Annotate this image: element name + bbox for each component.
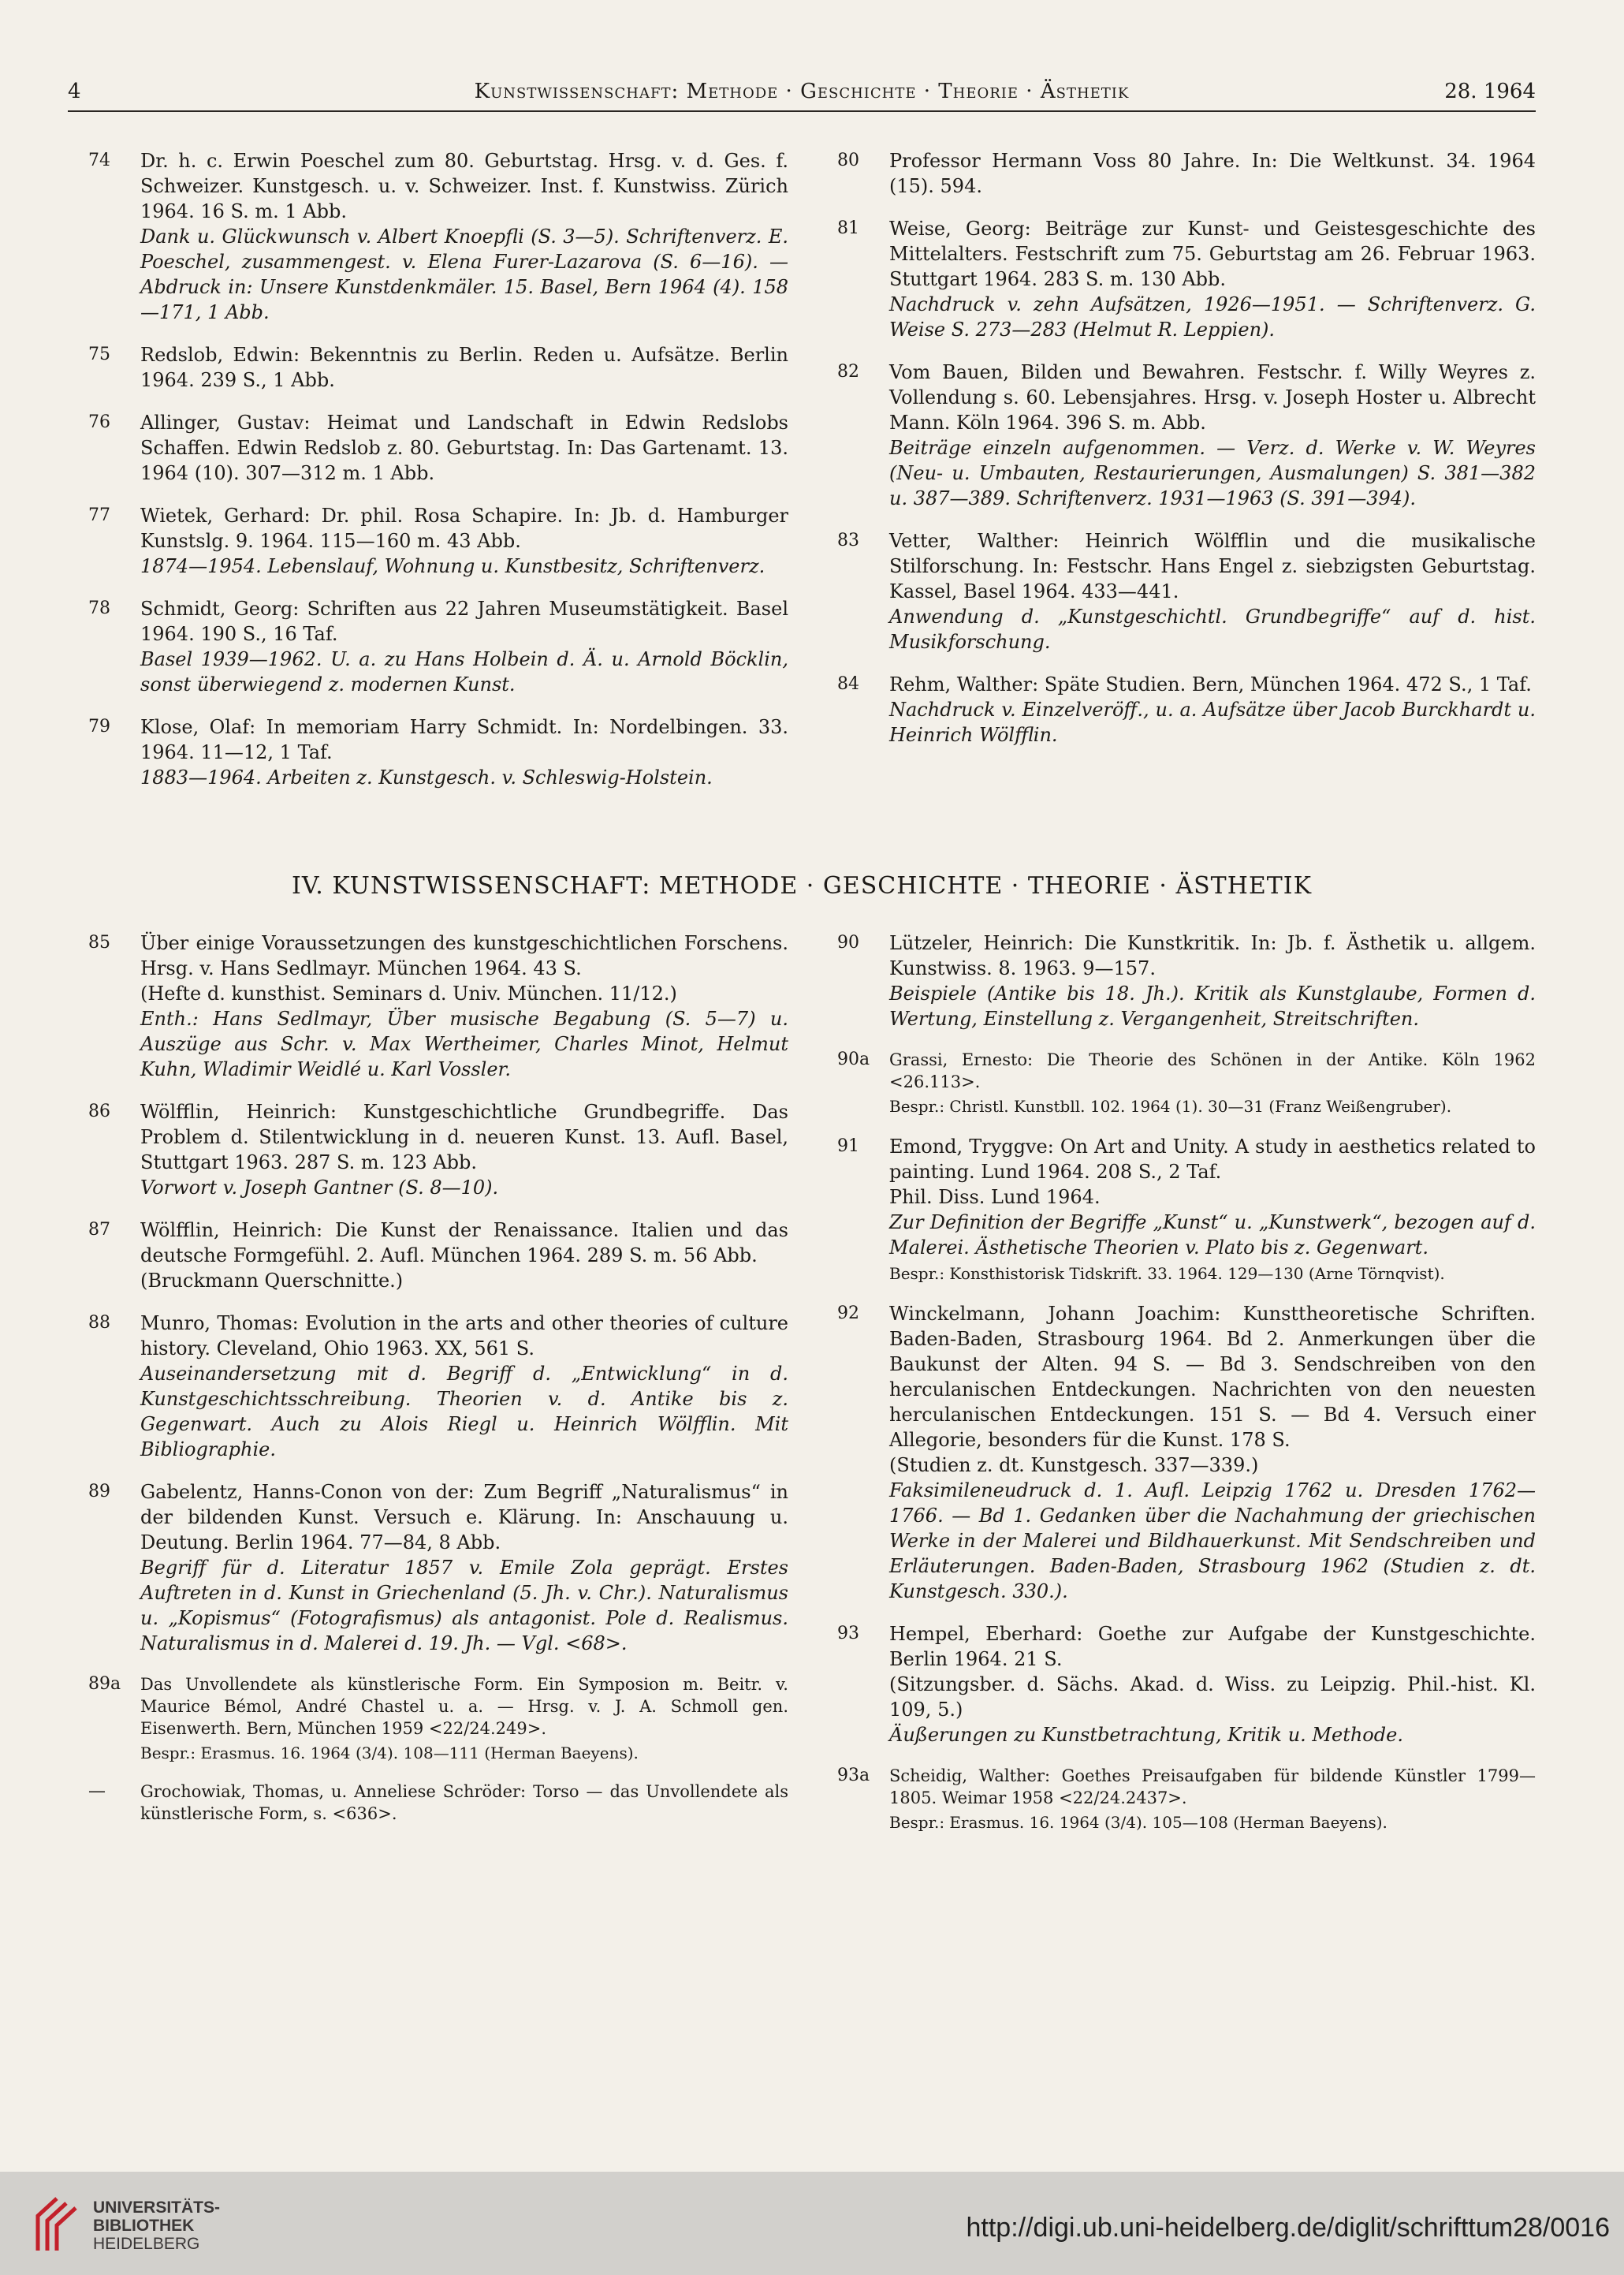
- column-bottom-left: [88, 931, 788, 1842]
- entry-annotation: 1883—1964. Arbeiten z. Kunstgesch. v. Schleswig-Holstein.: [140, 766, 713, 789]
- entry-number: 76: [88, 412, 110, 432]
- entry-annotation: Vorwort v. Joseph Gantner (S. 8—10).: [140, 1177, 499, 1199]
- bib-entry: [837, 528, 1536, 655]
- entry-review: Bespr.: Christl. Kunstbll. 102. 1964 (1). 30—31 (Franz Weißengruber).: [889, 1097, 1452, 1116]
- entry-text: Phil. Diss. Lund 1964.: [889, 1186, 1101, 1208]
- bib-entry: [88, 148, 788, 325]
- column-top-right: [837, 148, 1536, 765]
- bib-entry: [88, 410, 788, 486]
- entry-number: 93: [837, 1624, 859, 1643]
- entry-text: Das Unvollendete als künstlerische Form. Ein Symposion m. Beitr. v. Maurice Bémol, André Chastel u. a. — Hrsg. v. J. A. Schmoll gen. Eisenwerth. Bern, München 1959 <22/24.249>.: [140, 1675, 788, 1738]
- entry-annotation: Faksimileneudruck d. 1. Aufl. Leipzig 1762 u. Dresden 1762—1766. — Bd 1. Gedanken über die Nachahmung der griechischen Werke in der Malerei und Bildhauerkunst. Mit Sendschreiben und Erläuterungen. Baden-Baden, Strasbourg 1962 (Studien z. dt. Kunstgesch. 330.).: [889, 1479, 1536, 1602]
- entry-number: 75: [88, 345, 110, 364]
- bib-entry: [88, 1218, 788, 1293]
- section-heading: IV. KUNSTWISSENSCHAFT: METHODE · GESCHICHTE · THEORIE · ÄSTHETIK: [291, 872, 1313, 900]
- bib-entry: [837, 1134, 1536, 1284]
- bib-entry: [837, 1301, 1536, 1604]
- page-number: 4: [68, 80, 81, 103]
- entry-text: Grochowiak, Thomas, u. Anneliese Schröder: Torso — das Unvollendete als künstlerische Form, s. <636>.: [140, 1782, 788, 1823]
- bib-entry: [88, 596, 788, 697]
- entry-annotation: Beispiele (Antike bis 18. Jh.). Kritik als Kunstglaube, Formen d. Wertung, Einstellung z. Vergangenheit, Streitschriften.: [889, 983, 1536, 1030]
- bib-entry: [88, 1781, 788, 1825]
- bib-entry: [88, 342, 788, 393]
- entry-text: Vom Bauen, Bilden und Bewahren. Festschr. f. Willy Weyres z. Vollendung s. 60. Lebensjahres. Hrsg. v. Joseph Hoster u. Albrecht Mann. Köln 1964. 396 S. m. Abb.: [889, 361, 1536, 434]
- entry-text: Munro, Thomas: Evolution in the arts and other theories of culture history. Cleveland, Ohio 1963. XX, 561 S.: [140, 1312, 788, 1359]
- entry-text: Allinger, Gustav: Heimat und Landschaft in Edwin Redslobs Schaffen. Edwin Redslob z. 80. Geburtstag. In: Das Gartenamt. 13. 1964 (10). 307—312 m. 1 Abb.: [140, 412, 788, 484]
- entry-text: Hempel, Eberhard: Goethe zur Aufgabe der Kunstgeschichte. Berlin 1964. 21 S.: [889, 1623, 1536, 1670]
- entry-annotation: Äußerungen zu Kunstbetrachtung, Kritik u. Methode.: [889, 1724, 1403, 1746]
- entry-number: 93a: [837, 1766, 870, 1785]
- bib-entry: [837, 148, 1536, 199]
- entry-text: Klose, Olaf: In memoriam Harry Schmidt. In: Nordelbingen. 33. 1964. 11—12, 1 Taf.: [140, 716, 788, 763]
- bib-entry: [88, 1479, 788, 1656]
- entry-text: Lützeler, Heinrich: Die Kunstkritik. In: Jb. f. Ästhetik u. allgem. Kunstwiss. 8. 1963. 9—157.: [889, 932, 1536, 979]
- entry-annotation: Beiträge einzeln aufgenommen. — Verz. d. Werke v. W. Weyres (Neu- u. Umbauten, Restaurierungen, Ausmalungen) S. 381—382 u. 387—389. Schriftenverz. 1931—1963 (S. 391—394).: [889, 437, 1536, 509]
- source-url-link[interactable]: http://digi.ub.uni-heidelberg.de/diglit/schrifttum28/0016: [966, 2213, 1610, 2243]
- entry-text: Redslob, Edwin: Bekenntnis zu Berlin. Reden u. Aufsätze. Berlin 1964. 239 S., 1 Abb.: [140, 344, 788, 391]
- entry-text: Grassi, Ernesto: Die Theorie des Schönen in der Antike. Köln 1962 <26.113>.: [889, 1050, 1536, 1091]
- entry-text: Schmidt, Georg: Schriften aus 22 Jahren Museumstätigkeit. Basel 1964. 190 S., 16 Taf.: [140, 598, 788, 645]
- entry-number: 78: [88, 599, 110, 618]
- volume-year: 28. 1964: [1444, 80, 1536, 103]
- entry-review: Bespr.: Konsthistorisk Tidskrift. 33. 1964. 129—130 (Arne Törnqvist).: [889, 1264, 1445, 1283]
- entry-annotation: Zur Definition der Begriffe „Kunst“ u. „Kunstwerk“, bezogen auf d. Malerei. Ästhetische Theorien v. Plato bis z. Gegenwart.: [889, 1211, 1536, 1259]
- entry-text: (Studien z. dt. Kunstgesch. 337—339.): [889, 1454, 1259, 1476]
- bib-entry: [837, 1765, 1536, 1833]
- entry-annotation: Basel 1939—1962. U. a. zu Hans Holbein d. Ä. u. Arnold Böcklin, sonst überwiegend z. modernen Kunst.: [140, 648, 788, 696]
- entry-number: 90: [837, 933, 859, 953]
- entry-text: Winckelmann, Johann Joachim: Kunsttheoretische Schriften. Baden-Baden, Strasbourg 1964. Bd 2. Anmerkungen über die Baukunst der Alten. 94 S. — Bd 3. Sendschreiben von den herculanischen Entdeckungen. Nachrichten von den neuesten herculanischen Entdeckungen. 151 S. — Bd 4. Versuch einer Allegorie, besonders für die Kunst. 178 S.: [889, 1303, 1536, 1451]
- library-logo-icon: [30, 2192, 85, 2255]
- entry-text: Gabelentz, Hanns-Conon von der: Zum Begriff „Naturalismus“ in der bildenden Kunst. Versuch e. Klärung. In: Anschauung u. Deutung. Berlin 1964. 77—84, 8 Abb.: [140, 1481, 788, 1553]
- bib-entry: [837, 931, 1536, 1031]
- bib-entry: [837, 1049, 1536, 1117]
- entry-annotation: Begriff für d. Literatur 1857 v. Emile Zola geprägt. Erstes Auftreten in d. Kunst in Griechenland (5. Jh. v. Chr.). Naturalismus u. „Kopismus“ (Fotografismus) als antagonist. Pole d. Realismus. Naturalismus in d. Malerei d. 19. Jh. — Vgl. <68>.: [140, 1557, 788, 1654]
- entry-review: Bespr.: Erasmus. 16. 1964 (3/4). 105—108 (Herman Baeyens).: [889, 1813, 1387, 1832]
- entry-text: Wölfflin, Heinrich: Kunstgeschichtliche Grundbegriffe. Das Problem d. Stilentwicklung in d. neueren Kunst. 13. Aufl. Basel, Stuttgart 1963. 287 S. m. 123 Abb.: [140, 1101, 788, 1173]
- entry-number: 79: [88, 717, 110, 737]
- column-bottom-right: [837, 931, 1536, 1850]
- entry-number: 74: [88, 151, 110, 170]
- bib-entry: [88, 503, 788, 579]
- entry-text: Professor Hermann Voss 80 Jahre. In: Die Weltkunst. 34. 1964 (15). 594.: [889, 150, 1536, 197]
- entry-text: Scheidig, Walther: Goethes Preisaufgaben für bildende Künstler 1799—1805. Weimar 1958 <22/24.2437>.: [889, 1766, 1536, 1807]
- page-header: [68, 76, 1536, 110]
- entry-annotation: 1874—1954. Lebenslauf, Wohnung u. Kunstbesitz, Schriftenverz.: [140, 555, 765, 577]
- bib-entry: [88, 931, 788, 1082]
- entry-review: Bespr.: Erasmus. 16. 1964 (3/4). 108—111 (Herman Baeyens).: [140, 1744, 639, 1762]
- entry-annotation: Nachdruck v. zehn Aufsätzen, 1926—1951. — Schriftenverz. G. Weise S. 273—283 (Helmut R. Leppien).: [889, 293, 1536, 341]
- entry-text: Wölfflin, Heinrich: Die Kunst der Renaissance. Italien und das deutsche Formgefühl. 2. Aufl. München 1964. 289 S. m. 56 Abb.: [140, 1219, 788, 1266]
- entry-annotation: Dank u. Glückwunsch v. Albert Knoepfli (S. 3—5). Schriftenverz. E. Poeschel, zusammengest. v. Elena Furer-Lazarova (S. 6—16). — Abdruck in: Unsere Kunstdenkmäler. 15. Basel, Bern 1964 (4). 158—171, 1 Abb.: [140, 226, 788, 323]
- entry-number: 83: [837, 531, 859, 550]
- entry-number: 86: [88, 1102, 110, 1121]
- entry-text: Vetter, Walther: Heinrich Wölfflin und die musikalische Stilforschung. In: Festschr. Hans Engel z. siebzigsten Geburtstag. Kassel, Basel 1964. 433—441.: [889, 530, 1536, 602]
- entry-annotation: Auseinandersetzung mit d. Begriff d. „Entwicklung“ in d. Kunstgeschichtsschreibung. Theorien v. d. Antike bis z. Gegenwart. Auch zu Alois Riegl u. Heinrich Wölfflin. Mit Bibliographie.: [140, 1363, 788, 1460]
- entry-number: 80: [837, 151, 859, 170]
- entry-text: Wietek, Gerhard: Dr. phil. Rosa Schapire. In: Jb. d. Hamburger Kunstslg. 9. 1964. 115—160 m. 43 Abb.: [140, 505, 788, 552]
- entry-text: (Bruckmann Querschnitte.): [140, 1270, 404, 1292]
- entry-text: Emond, Tryggve: On Art and Unity. A study in aesthetics related to painting. Lund 1964. 208 S., 2 Taf.: [889, 1136, 1536, 1183]
- entry-text: (Hefte d. kunsthist. Seminars d. Univ. München. 11/12.): [140, 983, 677, 1005]
- running-title: Kunstwissenschaft: Methode · Geschichte · Theorie · Ästhetik: [474, 80, 1130, 103]
- bib-entry: [88, 1099, 788, 1200]
- library-name: UNIVERSITÄTS- BIBLIOTHEK HEIDELBERG: [93, 2199, 221, 2253]
- entry-number: 85: [88, 933, 110, 953]
- entry-number: 90a: [837, 1050, 870, 1069]
- entry-number: 91: [837, 1136, 859, 1156]
- entry-number: 81: [837, 218, 859, 238]
- footer-bar: [0, 2172, 1624, 2275]
- column-top-left: [88, 148, 788, 807]
- entry-annotation: Anwendung d. „Kunstgeschichtl. Grundbegriffe“ auf d. hist. Musikforschung.: [889, 606, 1536, 653]
- entry-text: (Sitzungsber. d. Sächs. Akad. d. Wiss. zu Leipzig. Phil.-hist. Kl. 109, 5.): [889, 1673, 1536, 1721]
- entry-text: Weise, Georg: Beiträge zur Kunst- und Geistesgeschichte des Mittelalters. Festschrift zum 75. Geburtstag am 26. Februar 1963. Stuttgart 1964. 283 S. m. 130 Abb.: [889, 218, 1536, 290]
- bib-entry: [88, 1673, 788, 1763]
- entry-number: —: [88, 1781, 106, 1801]
- entry-text: Dr. h. c. Erwin Poeschel zum 80. Geburtstag. Hrsg. v. d. Ges. f. Schweizer. Kunstgesch. u. v. Schweizer. Inst. f. Kunstwiss. Zürich 1964. 16 S. m. 1 Abb.: [140, 150, 788, 222]
- entry-annotation: Nachdruck v. Einzelveröff., u. a. Aufsätze über Jacob Burckhardt u. Heinrich Wölfflin.: [889, 699, 1536, 746]
- entry-number: 82: [837, 362, 859, 382]
- bib-entry: [837, 360, 1536, 511]
- entry-number: 89a: [88, 1674, 121, 1694]
- entry-number: 77: [88, 505, 110, 525]
- entry-number: 89: [88, 1482, 110, 1501]
- entry-annotation: Enth.: Hans Sedlmayr, Über musische Begabung (S. 5—7) u. Auszüge aus Schr. v. Max Wertheimer, Charles Minot, Helmut Kuhn, Wladimir Weidlé u. Karl Vossler.: [140, 1008, 788, 1080]
- entry-number: 84: [837, 674, 859, 694]
- entry-number: 88: [88, 1313, 110, 1333]
- entry-text: Über einige Voraussetzungen des kunstgeschichtlichen Forschens. Hrsg. v. Hans Sedlmayr. München 1964. 43 S.: [140, 932, 788, 979]
- header-rule: [68, 110, 1536, 112]
- bib-entry: [88, 714, 788, 790]
- bib-entry: [88, 1311, 788, 1462]
- bib-entry: [837, 672, 1536, 748]
- bib-entry: [837, 216, 1536, 342]
- entry-number: 87: [88, 1220, 110, 1240]
- entry-text: Rehm, Walther: Späte Studien. Bern, München 1964. 472 S., 1 Taf.: [889, 673, 1532, 696]
- bib-entry: [837, 1621, 1536, 1747]
- entry-number: 92: [837, 1303, 859, 1323]
